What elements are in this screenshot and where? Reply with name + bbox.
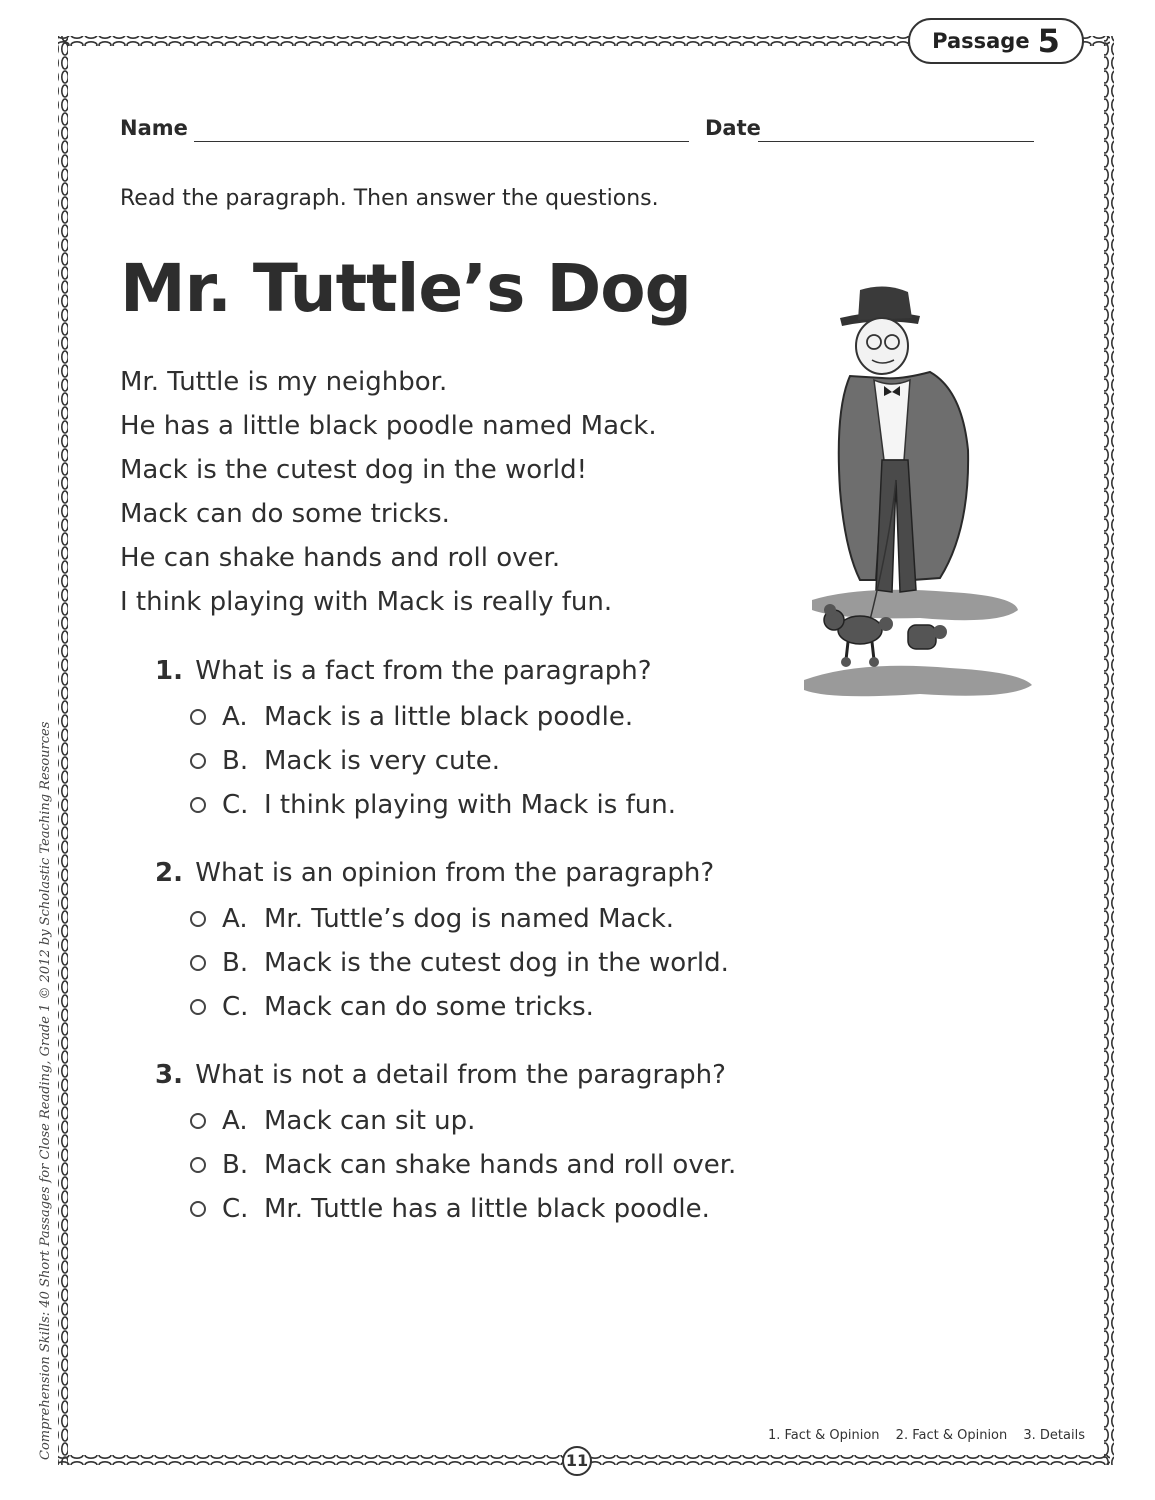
man-with-poodle-illustration xyxy=(800,280,1040,720)
date-label: Date xyxy=(705,116,761,140)
paragraph-line: I think playing with Mack is really fun. xyxy=(120,587,613,617)
question-3-choice-b[interactable] xyxy=(190,1143,736,1187)
choice-text: Mack is very cute. xyxy=(264,746,500,776)
radio-bubble[interactable] xyxy=(190,1157,206,1173)
choice-letter: C. xyxy=(222,790,249,820)
name-date-row xyxy=(120,116,1034,146)
radio-bubble[interactable] xyxy=(190,753,206,769)
passage-label: Passage xyxy=(932,29,1030,53)
skill-item: 3. Details xyxy=(1023,1428,1085,1443)
question-1-choice-a[interactable] xyxy=(190,695,633,739)
question-1-choice-b[interactable] xyxy=(190,739,500,783)
choice-letter: B. xyxy=(222,948,249,978)
question-text: What is an opinion from the paragraph? xyxy=(195,858,715,888)
question-3 xyxy=(155,1060,726,1090)
passage-number: 5 xyxy=(1037,22,1060,60)
question-2 xyxy=(155,858,714,888)
radio-bubble[interactable] xyxy=(190,797,206,813)
skill-item: 1. Fact & Opinion xyxy=(767,1428,880,1443)
choice-text: Mack can sit up. xyxy=(264,1106,476,1136)
question-1 xyxy=(155,656,652,686)
question-3-choice-c[interactable] xyxy=(190,1187,710,1231)
radio-bubble[interactable] xyxy=(190,1113,206,1129)
question-2-choice-b[interactable] xyxy=(190,941,729,985)
choice-letter: A. xyxy=(222,904,248,934)
date-field[interactable] xyxy=(758,141,1034,142)
name-field[interactable] xyxy=(194,141,689,142)
paragraph-line: He has a little black poodle named Mack. xyxy=(120,411,657,441)
choice-letter: A. xyxy=(222,702,248,732)
radio-bubble[interactable] xyxy=(190,709,206,725)
passage-paragraph xyxy=(120,360,657,624)
skills-list xyxy=(756,1428,1085,1443)
radio-bubble[interactable] xyxy=(190,955,206,971)
choice-text: Mack is the cutest dog in the world. xyxy=(264,948,729,978)
question-1-choice-c[interactable] xyxy=(190,783,676,827)
question-number: 3. xyxy=(155,1060,183,1090)
choice-letter: A. xyxy=(222,1106,248,1136)
question-2-choice-a[interactable] xyxy=(190,897,674,941)
choice-letter: C. xyxy=(222,1194,249,1224)
name-label: Name xyxy=(120,116,188,140)
passage-badge xyxy=(908,18,1084,64)
instructions: Read the paragraph. Then answer the questions. xyxy=(120,186,659,211)
choice-text: Mack can shake hands and roll over. xyxy=(264,1150,737,1180)
paragraph-line: He can shake hands and roll over. xyxy=(120,543,561,573)
skill-item: 2. Fact & Opinion xyxy=(895,1428,1008,1443)
question-number: 1. xyxy=(155,656,183,686)
passage-title: Mr. Tuttle’s Dog xyxy=(120,250,691,327)
choice-text: Mr. Tuttle has a little black poodle. xyxy=(264,1194,710,1224)
choice-text: Mr. Tuttle’s dog is named Mack. xyxy=(264,904,675,934)
choice-letter: B. xyxy=(222,746,249,776)
radio-bubble[interactable] xyxy=(190,1201,206,1217)
question-2-choice-c[interactable] xyxy=(190,985,594,1029)
paragraph-line: Mr. Tuttle is my neighbor. xyxy=(120,367,448,397)
question-text: What is not a detail from the paragraph? xyxy=(195,1060,726,1090)
question-number: 2. xyxy=(155,858,183,888)
radio-bubble[interactable] xyxy=(190,999,206,1015)
choice-text: Mack can do some tricks. xyxy=(264,992,594,1022)
choice-text: I think playing with Mack is fun. xyxy=(264,790,676,820)
question-3-choice-a[interactable] xyxy=(190,1099,475,1143)
choice-text: Mack is a little black poodle. xyxy=(264,702,634,732)
choice-letter: C. xyxy=(222,992,249,1022)
paragraph-line: Mack is the cutest dog in the world! xyxy=(120,455,588,485)
radio-bubble[interactable] xyxy=(190,911,206,927)
choice-letter: B. xyxy=(222,1150,249,1180)
page-number: 11 xyxy=(562,1446,592,1476)
paragraph-line: Mack can do some tricks. xyxy=(120,499,450,529)
question-text: What is a fact from the paragraph? xyxy=(195,656,652,686)
copyright-notice: Comprehension Skills: 40 Short Passages for Close Reading, Grade 1 © 2012 by Scholastic Teaching Resources xyxy=(38,721,53,1460)
